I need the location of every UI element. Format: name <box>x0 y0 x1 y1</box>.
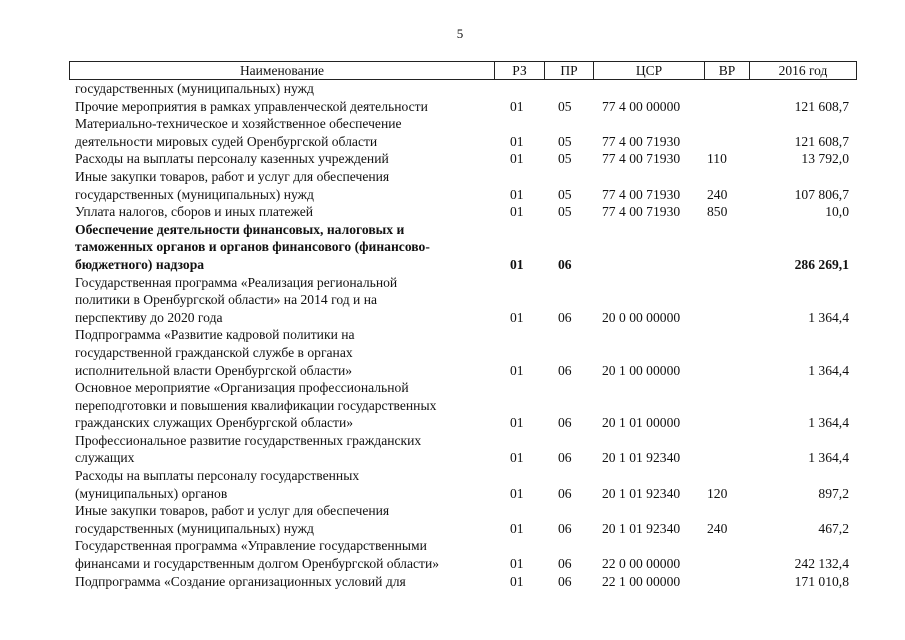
row-name <box>75 203 495 221</box>
row-csr: 20 1 01 92340 <box>602 450 681 466</box>
row-csr: 20 1 01 00000 <box>602 415 681 431</box>
row-rz: 01 <box>510 520 524 536</box>
row-pr: 06 <box>558 485 572 501</box>
row-name-line: перспективу до 2020 года <box>75 309 223 325</box>
row-name-line: государственных (муниципальных) нужд <box>75 186 314 202</box>
row-name <box>75 274 495 327</box>
row-rz: 01 <box>510 450 524 466</box>
row-name-line: Уплата налогов, сборов и иных платежей <box>75 204 314 220</box>
table-row <box>0 573 905 591</box>
row-pr: 05 <box>558 133 572 149</box>
row-rz: 01 <box>510 133 524 149</box>
row-name <box>75 573 495 591</box>
row-rz: 01 <box>510 151 524 167</box>
row-rz: 01 <box>510 186 524 202</box>
row-rz: 01 <box>510 256 524 272</box>
row-csr: 22 0 00 00000 <box>602 556 681 572</box>
row-name <box>75 432 495 467</box>
table-row <box>0 221 905 274</box>
row-name-line: деятельности мировых судей Оренбургской области <box>75 133 378 149</box>
row-rz: 01 <box>510 362 524 378</box>
table-row <box>0 115 905 150</box>
table-row <box>0 203 905 221</box>
table-row <box>0 98 905 116</box>
row-name-line: государственных (муниципальных) нужд <box>75 520 314 536</box>
row-pr: 06 <box>558 520 572 536</box>
row-name-line: Подпрограмма «Развитие кадровой политики на <box>75 327 355 343</box>
row-name <box>75 379 495 432</box>
row-name-line: Расходы на выплаты персоналу казенных учреждений <box>75 151 389 167</box>
row-name <box>75 115 495 150</box>
row-name-line: государственной гражданской службе в органах <box>75 344 353 360</box>
row-pr: 06 <box>558 362 572 378</box>
row-vr: 240 <box>707 186 728 202</box>
header-pr: ПР <box>545 62 594 79</box>
row-pr: 06 <box>558 450 572 466</box>
row-csr: 20 1 00 00000 <box>602 362 681 378</box>
table-row <box>0 537 905 572</box>
row-name <box>75 502 495 537</box>
row-name-line: Материально-техническое и хозяйственное обеспечение <box>75 116 402 132</box>
header-csr: ЦСР <box>594 62 705 79</box>
row-name <box>75 98 495 116</box>
row-csr: 77 4 00 71930 <box>602 204 681 220</box>
row-pr: 06 <box>558 309 572 325</box>
row-name-line: (муниципальных) органов <box>75 485 228 501</box>
row-vr: 120 <box>707 485 728 501</box>
row-vr: 110 <box>707 151 727 167</box>
row-name-line: переподготовки и повышения квалификации государственных <box>75 397 437 413</box>
table-row <box>0 379 905 432</box>
row-name <box>75 326 495 379</box>
row-name-line: государственных (муниципальных) нужд <box>75 81 314 96</box>
table-row <box>0 432 905 467</box>
table-row <box>0 168 905 203</box>
row-csr: 77 4 00 71930 <box>602 151 681 167</box>
row-amount: 121 608,7 <box>794 98 849 114</box>
row-amount: 1 364,4 <box>808 362 849 378</box>
row-name-line: Государственная программа «Управление государственными <box>75 538 427 554</box>
row-amount: 107 806,7 <box>794 186 849 202</box>
row-pr: 06 <box>558 256 572 272</box>
row-vr: 850 <box>707 204 728 220</box>
row-rz: 01 <box>510 485 524 501</box>
row-rz: 01 <box>510 204 524 220</box>
row-name-line: таможенных органов и органов финансового (финансово- <box>75 239 430 255</box>
row-amount: 13 792,0 <box>801 151 849 167</box>
row-rz: 01 <box>510 573 524 589</box>
row-name <box>75 467 495 502</box>
row-rz: 01 <box>510 98 524 114</box>
header-name: Наименование <box>70 62 495 79</box>
row-name-line: Профессиональное развитие государственных гражданских <box>75 432 422 448</box>
row-name-line: гражданских служащих Оренбургской области» <box>75 415 354 431</box>
row-pr: 05 <box>558 98 572 114</box>
table-header <box>69 61 857 80</box>
row-pr: 05 <box>558 186 572 202</box>
row-name <box>75 168 495 203</box>
header-rz: РЗ <box>495 62 545 79</box>
row-name <box>75 537 495 572</box>
row-csr: 20 1 01 92340 <box>602 485 681 501</box>
row-name-line: Расходы на выплаты персоналу государственных <box>75 468 360 484</box>
row-amount: 171 010,8 <box>794 573 849 589</box>
row-pr: 05 <box>558 204 572 220</box>
row-name-line: исполнительной власти Оренбургской области» <box>75 362 353 378</box>
table-body <box>0 80 905 590</box>
row-amount: 10,0 <box>825 204 849 220</box>
row-pr: 06 <box>558 556 572 572</box>
row-rz: 01 <box>510 415 524 431</box>
row-name <box>75 221 495 274</box>
row-name-line: Прочие мероприятия в рамках управленческой деятельности <box>75 98 428 114</box>
row-name-line: финансами и государственным долгом Оренбургской области» <box>75 556 440 572</box>
row-rz: 01 <box>510 556 524 572</box>
header-vr: ВР <box>705 62 750 79</box>
row-name <box>75 150 495 168</box>
page-number: 5 <box>456 26 464 41</box>
row-csr: 22 1 00 00000 <box>602 573 681 589</box>
row-vr: 240 <box>707 520 728 536</box>
row-name-line: Государственная программа «Реализация региональной <box>75 274 398 290</box>
table-row <box>0 326 905 379</box>
row-amount: 1 364,4 <box>808 415 849 431</box>
row-amount: 242 132,4 <box>794 556 849 572</box>
row-name-line: Обеспечение деятельности финансовых, налоговых и <box>75 221 405 237</box>
row-csr: 20 1 01 92340 <box>602 520 681 536</box>
row-name <box>75 80 495 98</box>
row-name-line: политики в Оренбургской области» на 2014 год и на <box>75 292 378 308</box>
row-amount: 1 364,4 <box>808 309 849 325</box>
row-pr: 05 <box>558 151 572 167</box>
row-amount: 1 364,4 <box>808 450 849 466</box>
table-row <box>0 274 905 327</box>
row-amount: 286 269,1 <box>794 256 849 272</box>
row-amount: 897,2 <box>818 485 849 501</box>
row-name-line: Основное мероприятие «Организация профессиональной <box>75 380 409 396</box>
header-year: 2016 год <box>778 62 828 78</box>
row-name-line: Подпрограмма «Создание организационных условий для <box>75 573 406 589</box>
row-csr: 77 4 00 00000 <box>602 98 681 114</box>
row-csr: 20 0 00 00000 <box>602 309 681 325</box>
table-row <box>0 467 905 502</box>
row-name-line: бюджетного) надзора <box>75 256 205 272</box>
row-amount: 467,2 <box>818 520 849 536</box>
row-rz: 01 <box>510 309 524 325</box>
table-row <box>0 80 905 98</box>
row-amount: 121 608,7 <box>794 133 849 149</box>
row-name-line: Иные закупки товаров, работ и услуг для обеспечения <box>75 168 390 184</box>
row-csr: 77 4 00 71930 <box>602 186 681 202</box>
table-row <box>0 502 905 537</box>
row-csr: 77 4 00 71930 <box>602 133 681 149</box>
row-pr: 06 <box>558 573 572 589</box>
table-row <box>0 150 905 168</box>
row-name-line: служащих <box>75 450 135 466</box>
row-name-line: Иные закупки товаров, работ и услуг для обеспечения <box>75 503 390 519</box>
row-pr: 06 <box>558 415 572 431</box>
